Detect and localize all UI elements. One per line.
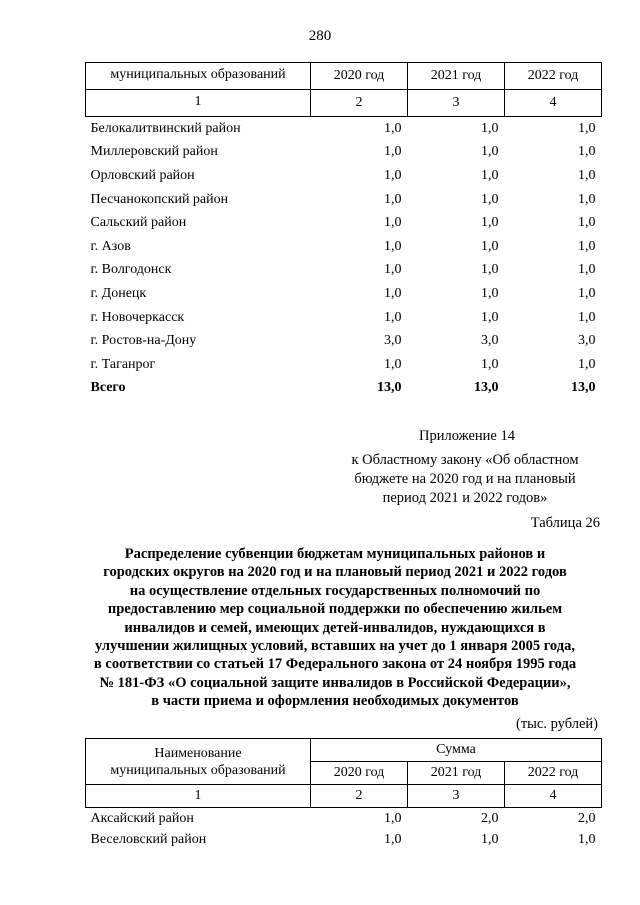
column-number-row [86,90,602,117]
value-2020: 1,0 [384,215,402,231]
appendix-line: бюджете на 2020 год и на плановый [354,471,576,487]
value-2020: 1,0 [384,356,402,372]
value-2022: 1,0 [578,191,596,207]
value-2022: 1,0 [578,262,596,278]
appendix-line: период 2021 и 2022 годов» [382,490,548,506]
value-2020: 1,0 [384,262,402,278]
column-number: 4 [505,90,602,117]
column-number: 2 [311,785,408,808]
value-2020: 1,0 [384,167,402,183]
municipality-name: г. Новочеркасск [90,309,185,325]
municipality-name: Миллеровский район [90,144,218,160]
column-number: 3 [408,90,505,117]
appendix-line: к Областному закону «Об областном [351,452,579,468]
page-number: 280 [308,28,332,44]
value-2022: 1,0 [578,120,596,136]
municipality-name: Сальский район [90,215,187,231]
value-2020: 3,0 [384,333,402,349]
table-row [86,306,602,330]
value-2022: 1,0 [578,309,596,325]
value-2021: 1,0 [481,191,499,207]
value-2022: 1,0 [578,144,596,160]
header-year-2020: 2020 год [311,762,408,785]
table-row [86,353,602,377]
header-year-2021: 2021 год [408,63,505,90]
value-2020: 1,0 [384,191,402,207]
total-2022: 13,0 [571,380,596,396]
value-2021: 1,0 [481,167,499,183]
title-line: городских округов на 2020 год и на плановый период 2021 и 2022 годов [103,564,567,581]
value-2022: 3,0 [578,333,596,349]
table-row [86,164,602,188]
table-header-row [86,63,602,90]
municipality-name: г. Ростов-на-Дону [90,333,197,349]
table-row [86,259,602,283]
value-2022: 1,0 [578,167,596,183]
total-label: Всего [90,380,126,396]
column-number: 2 [311,90,408,117]
value-2020: 1,0 [384,144,402,160]
table-row [86,211,602,235]
table-row [86,117,602,141]
title-line: Распределение субвенции бюджетам муниципальных районов и [124,546,546,562]
header-name-line2: муниципальных образований [110,762,286,778]
value-2021: 1,0 [481,262,499,278]
table-label: Таблица 26 [530,515,600,531]
value-2020: 1,0 [384,810,402,826]
municipality-name: Песчанокопский район [90,191,229,207]
header-year-2020: 2020 год [311,63,408,90]
value-2022: 2,0 [578,810,596,826]
municipality-name: Аксайский район [90,810,194,826]
column-number: 1 [86,785,311,808]
column-number: 4 [505,785,602,808]
table-row [86,235,602,259]
municipality-name: г. Волгодонск [90,262,172,278]
value-2021: 3,0 [481,333,499,349]
value-2020: 1,0 [384,238,402,254]
value-2022: 1,0 [578,215,596,231]
header-name-column: муниципальных образований [86,63,311,90]
title-line: в части приема и оформления необходимых документов [151,693,519,710]
municipality-name: г. Таганрог [90,356,156,372]
table-row [86,141,602,165]
value-2021: 1,0 [481,144,499,160]
value-2020: 1,0 [384,120,402,136]
municipality-name: Веселовский район [90,831,207,847]
title-line: на осуществление отдельных государственных полномочий по [129,582,541,599]
table-row [86,829,602,850]
total-2020: 13,0 [377,380,402,396]
header-sum: Сумма [311,739,602,762]
header-year-2022: 2022 год [505,63,602,90]
value-2020: 1,0 [384,309,402,325]
municipality-name: Белокалитвинский район [90,120,241,136]
header-year-2022: 2022 год [505,762,602,785]
table-row [86,282,602,306]
title-line: в соответствии со статьей 17 Федерального закона от 24 ноября 1995 года [93,656,577,673]
allocation-table-continued [85,62,602,400]
value-2021: 1,0 [481,238,499,254]
value-2021: 1,0 [481,831,499,847]
value-2020: 1,0 [384,831,402,847]
value-2021: 1,0 [481,356,499,372]
municipality-name: Орловский район [90,167,195,183]
municipality-name: г. Азов [90,238,131,254]
value-2021: 1,0 [481,285,499,301]
table-header-row [86,739,602,762]
value-2022: 1,0 [578,285,596,301]
value-2022: 1,0 [578,356,596,372]
column-number: 3 [408,785,505,808]
header-name-line1: Наименование [154,745,242,761]
table-row [86,808,602,830]
municipality-name: г. Донецк [90,285,147,301]
column-number-row [86,785,602,808]
header-year-2021: 2021 год [408,762,505,785]
title-line: улучшении жилищных условий, вставших на учет до 1 января 2005 года, [95,638,575,655]
allocation-table-26 [85,738,602,850]
value-2020: 1,0 [384,285,402,301]
title-line: инвалидов и семей, имеющих детей-инвалидов, нуждающихся в [124,619,546,636]
value-2021: 1,0 [481,120,499,136]
value-2021: 1,0 [481,215,499,231]
title-line: предоставлению мер социальной поддержки по обеспечению жильем [107,601,563,618]
value-2022: 1,0 [578,238,596,254]
title-line: № 181-ФЗ «О социальной защите инвалидов в Российской Федерации», [99,674,571,691]
total-2021: 13,0 [474,380,499,396]
header-name-column [86,739,311,785]
value-2021: 2,0 [481,810,499,826]
table-row [86,188,602,212]
table-row [86,329,602,353]
appendix-reference [330,451,600,508]
document-title [70,545,600,711]
value-2021: 1,0 [481,309,499,325]
total-row [86,377,602,401]
units-label: (тыс. рублей) [516,716,598,732]
column-number: 1 [86,90,311,117]
value-2022: 1,0 [578,831,596,847]
appendix-number: Приложение 14 [419,428,515,444]
